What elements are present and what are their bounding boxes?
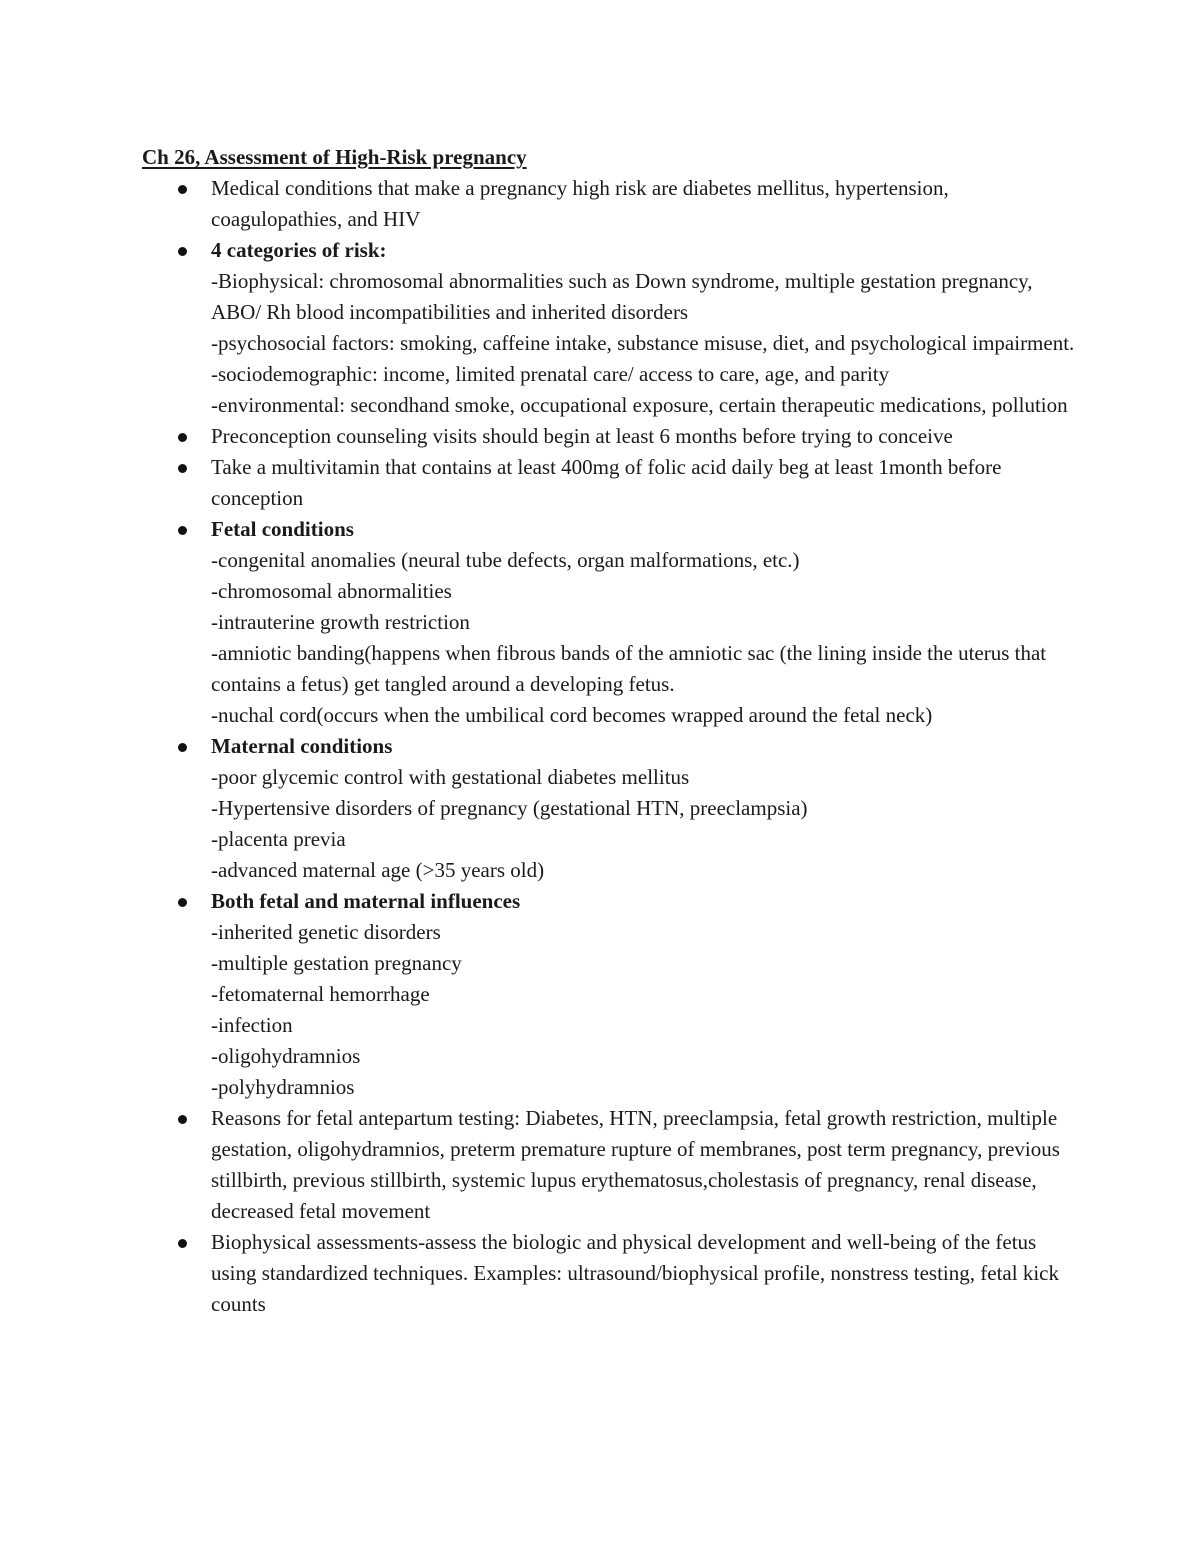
list-item xyxy=(211,173,1081,235)
sub-item-text: -chromosomal abnormalities xyxy=(211,579,452,603)
bullet-list xyxy=(211,173,1081,1320)
bullet-dot-icon xyxy=(178,526,187,535)
bullet-dot-icon xyxy=(178,185,187,194)
sub-item-text: -multiple gestation pregnancy xyxy=(211,951,462,975)
list-item-text: 4 categories of risk: xyxy=(211,238,387,262)
bullet-dot-icon xyxy=(178,1239,187,1248)
sub-item-text: -inherited genetic disorders xyxy=(211,920,441,944)
bullet-dot-icon xyxy=(178,898,187,907)
list-item-text: Both fetal and maternal influences xyxy=(211,889,521,913)
sub-item-text: -oligohydramnios xyxy=(211,1044,361,1068)
bullet-dot-icon xyxy=(178,247,187,256)
list-item-text: Take a multivitamin that contains at least 400mg of folic acid daily beg at least 1month before conception xyxy=(211,455,1002,510)
sub-item-text: -environmental: secondhand smoke, occupational exposure, certain therapeutic medications, pollution xyxy=(211,393,1068,417)
list-item-text: Medical conditions that make a pregnancy high risk are diabetes mellitus, hypertension, coagulopathies, and HIV xyxy=(211,176,949,231)
list-item xyxy=(211,421,1081,452)
sub-item-text: -amniotic banding(happens when fibrous bands of the amniotic sac (the lining inside the uterus that contains a fetus) get tangled around a developing fetus. xyxy=(211,641,1047,696)
sub-item-text: -nuchal cord(occurs when the umbilical cord becomes wrapped around the fetal neck) xyxy=(211,703,933,727)
list-item-text: Preconception counseling visits should begin at least 6 months before trying to conceive xyxy=(211,424,953,448)
list-item xyxy=(211,235,1081,421)
sub-item-text: -Hypertensive disorders of pregnancy (gestational HTN, preeclampsia) xyxy=(211,796,808,820)
sub-item-text: -polyhydramnios xyxy=(211,1075,355,1099)
list-item xyxy=(211,886,1081,1103)
list-item xyxy=(211,1103,1081,1227)
sub-item-text: -advanced maternal age (>35 years old) xyxy=(211,858,545,882)
sub-item-text: -Biophysical: chromosomal abnormalities such as Down syndrome, multiple gestation pregnancy, ABO/ Rh blood incompatibilities and inherited disorders xyxy=(211,269,1033,324)
list-item-text: Biophysical assessments-assess the biologic and physical development and well-being of the fetus using standardized techniques. Examples: ultrasound/biophysical profile, nonstress testing, fetal kick counts xyxy=(211,1230,1059,1316)
sub-item-text: -intrauterine growth restriction xyxy=(211,610,470,634)
sub-item-text: -placenta previa xyxy=(211,827,346,851)
sub-item-text: -congenital anomalies (neural tube defects, organ malformations, etc.) xyxy=(211,548,800,572)
page-title: Ch 26, Assessment of High-Risk pregnancy xyxy=(142,145,527,169)
list-item-text: Fetal conditions xyxy=(211,517,354,541)
bullet-dot-icon xyxy=(178,1115,187,1124)
sub-item-text: -infection xyxy=(211,1013,293,1037)
sub-item-text: -poor glycemic control with gestational diabetes mellitus xyxy=(211,765,690,789)
bullet-dot-icon xyxy=(178,464,187,473)
list-item xyxy=(211,452,1081,514)
sub-item-text: -sociodemographic: income, limited prenatal care/ access to care, age, and parity xyxy=(211,362,890,386)
sub-item-text: -fetomaternal hemorrhage xyxy=(211,982,430,1006)
bullet-dot-icon xyxy=(178,743,187,752)
list-item xyxy=(211,514,1081,731)
list-item xyxy=(211,731,1081,886)
sub-item-text: -psychosocial factors: smoking, caffeine intake, substance misuse, diet, and psychological impairment. xyxy=(211,331,1075,355)
list-item-text: Reasons for fetal antepartum testing: Diabetes, HTN, preeclampsia, fetal growth restriction, multiple gestation, oligohydramnios, preterm premature rupture of membranes, post term pregnancy, previous stillbirth, previous stillbirth, systemic lupus erythematosus,cholestasis of pregnancy, renal disease, decreased fetal movement xyxy=(211,1106,1060,1223)
list-item-text: Maternal conditions xyxy=(211,734,393,758)
list-item xyxy=(211,1227,1081,1320)
bullet-dot-icon xyxy=(178,433,187,442)
